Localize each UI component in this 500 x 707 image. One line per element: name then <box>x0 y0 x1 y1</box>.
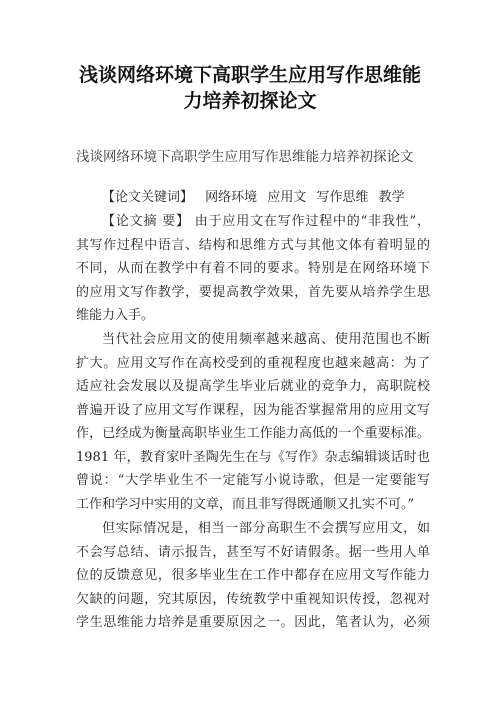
title-line-2: 力培养初探论文 <box>183 90 317 112</box>
text-line: 学生思维能力培养是重要原因之一。因此，笔者认为，必须 <box>76 615 430 630</box>
text-line: 但实际情况是，相当一部分高职生不会撰写应用文，如 <box>102 521 430 536</box>
keywords-label: 【论文关键词】 <box>102 190 194 205</box>
keyword-item: 应用文 <box>267 190 307 205</box>
keyword-item: 教学 <box>378 190 405 205</box>
text-line: 其写作过程中语言、结构和思维方式与其他文体有着明显的 <box>76 237 430 253</box>
text-line: 1981 年，教育家叶圣陶先生在与《写作》杂志编辑谈话时也 <box>76 449 430 465</box>
text-line: 工作和学习中实用的文章，而且非写得既通顺又扎实不可。” <box>76 496 415 512</box>
text-line: 【论文摘 要】 由于应用文在写作过程中的“非我性”， <box>102 214 430 229</box>
document-title <box>40 62 460 114</box>
document-subtitle: 浅谈网络环境下高职学生应用写作思维能力培养初探论文 <box>76 149 414 165</box>
keyword-item: 网络环境 <box>205 190 258 205</box>
keywords-row <box>102 186 411 210</box>
text-line: 当代社会应用文的使用频率越来越高、使用范围也不断 <box>102 332 430 347</box>
abstract-paragraph <box>76 210 430 328</box>
body-paragraph-2 <box>76 517 430 635</box>
text-line: 位的反馈意见，很多毕业生在工作中都存在应用文写作能力 <box>76 568 430 583</box>
text-line: 的应用文写作教学，要提高教学效果，首先要从培养学生思 <box>76 284 430 300</box>
text-line: 普遍开设了应用文写作课程，因为能否掌握常用的应用文写 <box>76 402 430 418</box>
text-line: 适应社会发展以及提高学生毕业后就业的竞争力，高职院校 <box>76 379 430 394</box>
text-line: 作，已经成为衡量高职毕业生工作能力高低的一个重要标准。 <box>76 426 430 441</box>
text-line: 扩大。应用文写作在高校受到的重视程度也越来越高：为了 <box>76 355 430 371</box>
text-line: 不同，从而在教学中有着不同的要求。特别是在网络环境下 <box>76 261 430 276</box>
body-paragraph-1 <box>76 328 430 516</box>
text-line: 维能力入手。 <box>76 308 155 323</box>
text-line: 曾说：“大学毕业生不一定能写小说诗歌，但是一定要能写 <box>76 473 430 488</box>
keyword-item: 写作思维 <box>316 190 369 205</box>
title-line-1: 浅谈网络环境下高职学生应用写作思维能 <box>78 64 421 86</box>
text-line: 不会写总结、请示报告，甚至写不好请假条。据一些用人单 <box>76 544 430 560</box>
text-line: 欠缺的问题，究其原因，传统教学中重视知识传授，忽视对 <box>76 591 430 607</box>
